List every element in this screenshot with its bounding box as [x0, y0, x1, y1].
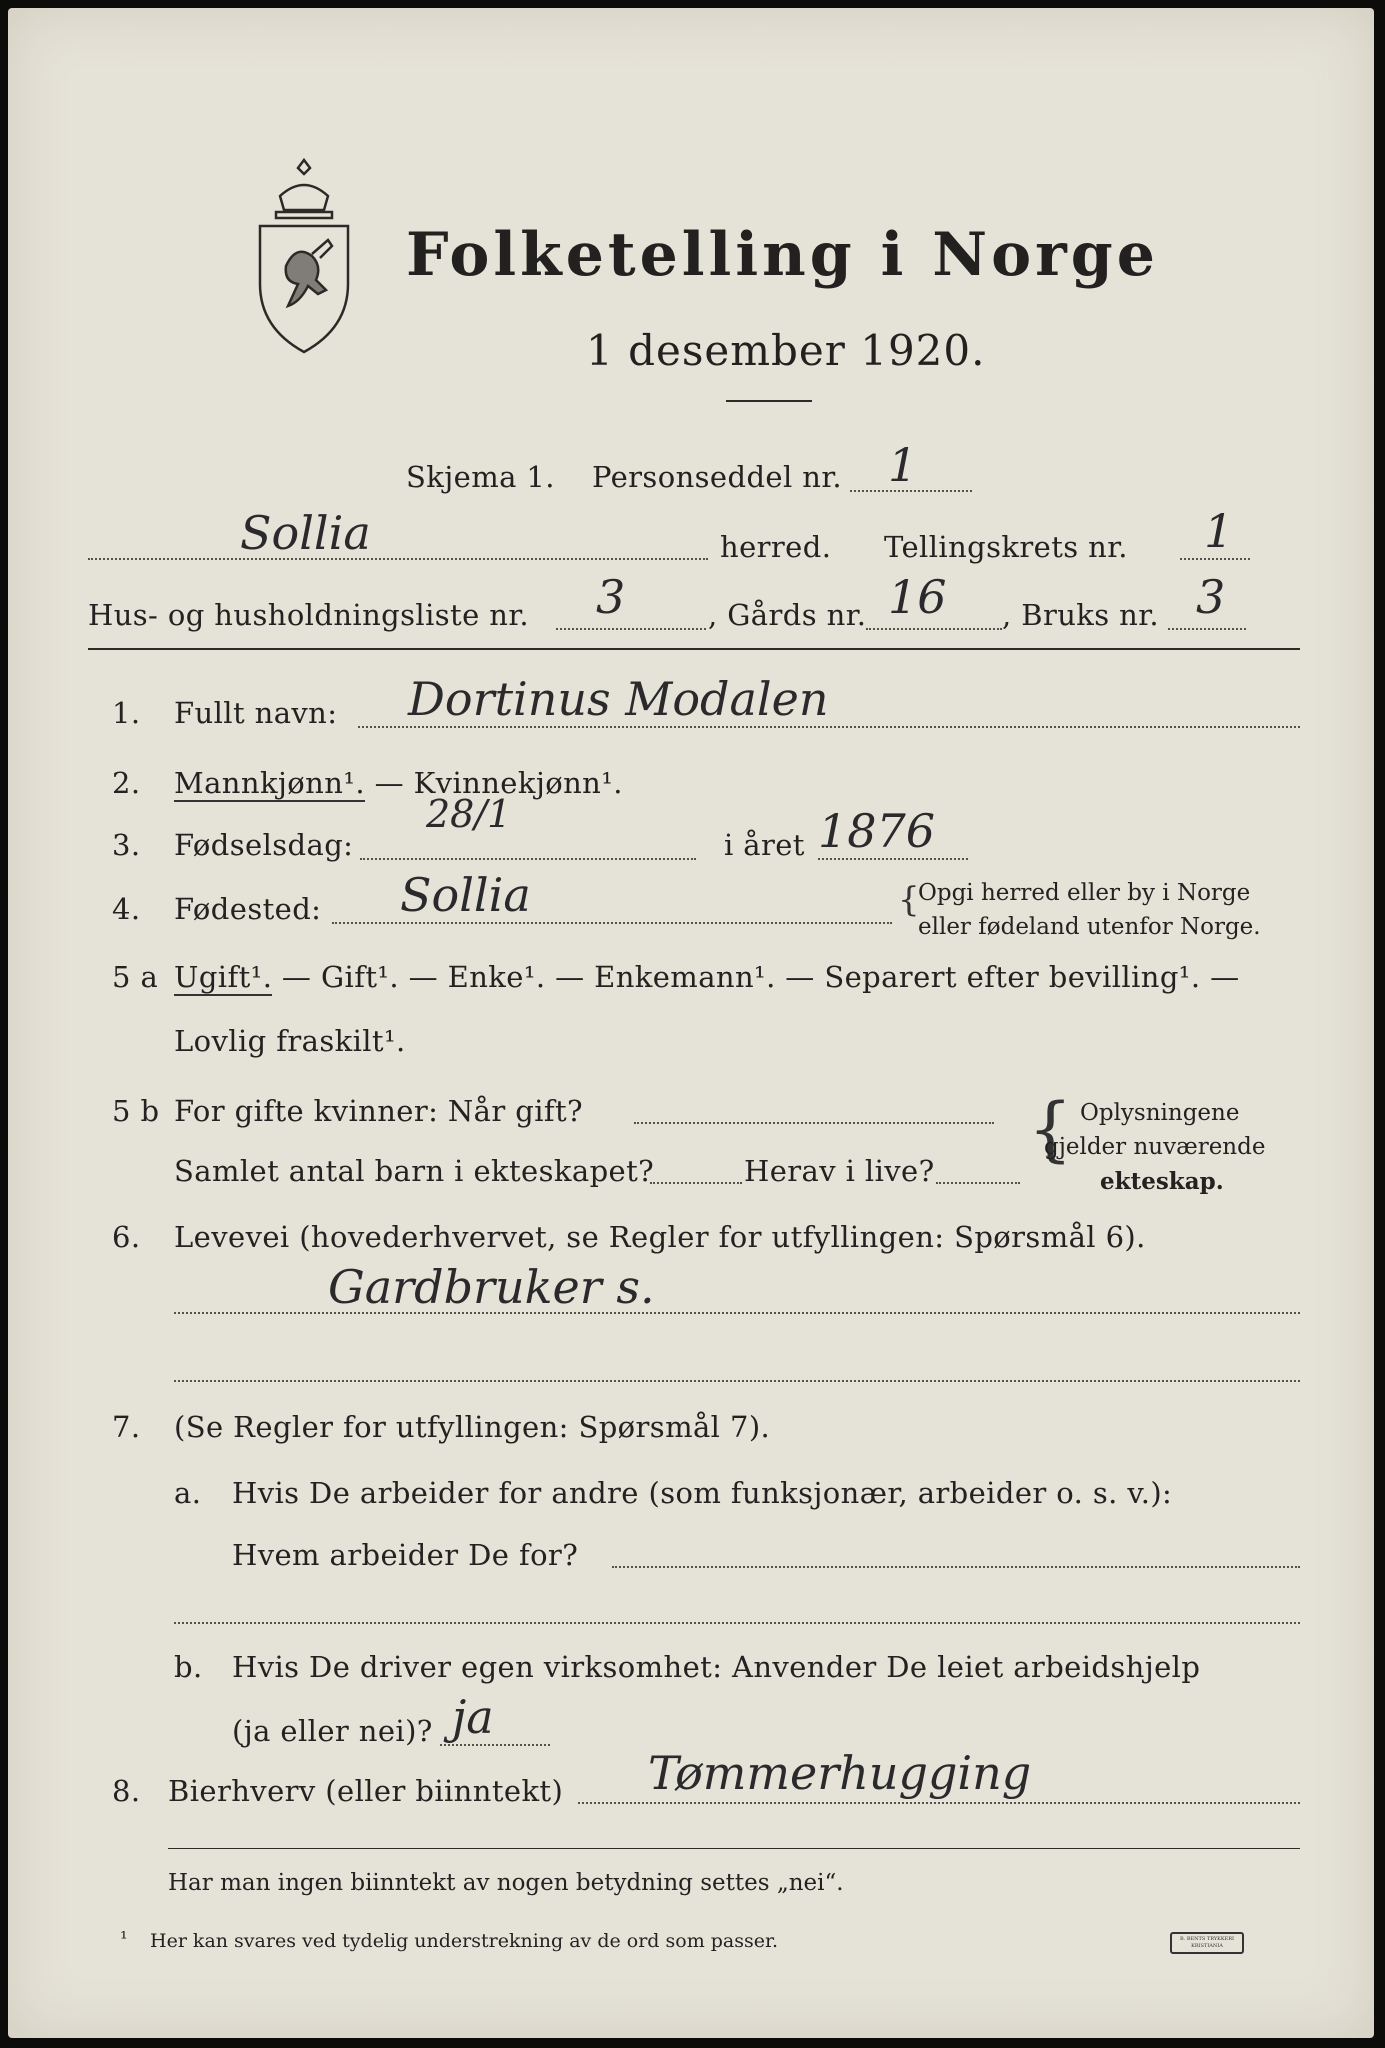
- q2-separator: —: [364, 766, 414, 800]
- form-title: Folketelling i Norge: [406, 220, 1159, 290]
- gards-label: , Gårds nr.: [708, 598, 867, 632]
- tellingskrets-value[interactable]: 1: [1204, 504, 1234, 558]
- q7-number: 7.: [112, 1410, 141, 1444]
- footer-rule: [168, 1848, 1300, 1849]
- tellingskrets-field-line: [1180, 558, 1250, 560]
- husholdningsliste-field-line: [556, 628, 706, 630]
- q5b-number: 5 b: [112, 1094, 160, 1128]
- q7a-field-line2: [174, 1622, 1300, 1624]
- arbeidshjelp-value[interactable]: ja: [452, 1690, 494, 1744]
- q5b-line1: For gifte kvinner: Når gift?: [174, 1094, 584, 1128]
- q5a-number: 5 a: [112, 960, 159, 994]
- q7a-field-line1: [612, 1566, 1300, 1568]
- fodselsaar-value[interactable]: 1876: [818, 804, 936, 858]
- q5b-brace: {: [1028, 1088, 1073, 1170]
- levevei-value[interactable]: Gardbruker s.: [328, 1260, 655, 1314]
- q1-field-line: [358, 726, 1300, 728]
- personseddel-label: Personseddel nr.: [592, 460, 843, 494]
- q3-year-label: i året: [724, 828, 805, 862]
- herav-i-live-field-line: [936, 1182, 1020, 1184]
- q7a-line2: Hvem arbeider De for?: [232, 1538, 579, 1572]
- q4-brace: {: [898, 880, 920, 920]
- q2-number: 2.: [112, 766, 141, 800]
- herred-field-line: [88, 558, 708, 560]
- form-subtitle: 1 desember 1920.: [586, 326, 986, 375]
- coat-of-arms-icon: [246, 156, 362, 356]
- fodested-value[interactable]: Sollia: [400, 868, 531, 922]
- gards-field-line: [866, 628, 1002, 630]
- q4-note-line2: eller fødeland utenfor Norge.: [918, 914, 1261, 940]
- q5a-other-options[interactable]: — Gift¹. — Enke¹. — Enkemann¹. — Separert efter bevilling¹. —: [272, 960, 1240, 994]
- q7b-line2: (ja eller nei)?: [232, 1714, 433, 1748]
- q1-label: Fullt navn:: [174, 696, 338, 730]
- footer-note: Har man ingen biinntekt av nogen betydning settes „nei“.: [168, 1870, 844, 1896]
- q4-note-line1: Opgi herred eller by i Norge: [918, 880, 1251, 906]
- ugift-option[interactable]: Ugift¹.: [174, 960, 273, 994]
- q6-field-line2: [174, 1380, 1300, 1382]
- q7a-line1: Hvis De arbeider for andre (som funksjonær, arbeider o. s. v.):: [232, 1476, 1173, 1510]
- q1-number: 1.: [112, 696, 141, 730]
- q6-field-line1: [174, 1312, 1300, 1314]
- q8-field-line: [578, 1802, 1300, 1804]
- bruks-field-line: [1168, 628, 1246, 630]
- q4-number: 4.: [112, 892, 141, 926]
- gards-value[interactable]: 16: [888, 570, 947, 624]
- bruks-label: , Bruks nr.: [1002, 598, 1159, 632]
- q7b-number: b.: [174, 1650, 203, 1684]
- title-divider: [726, 400, 812, 402]
- husholdningsliste-value[interactable]: 3: [596, 570, 626, 624]
- naar-gift-field-line: [634, 1122, 994, 1124]
- footnote-marker: ¹: [120, 1928, 128, 1950]
- personseddel-value[interactable]: 1: [888, 438, 918, 492]
- q5b-note1: Oplysningene: [1080, 1100, 1240, 1126]
- q5b-line2b: Herav i live?: [744, 1154, 935, 1188]
- q6-label: Levevei (hovederhvervet, se Regler for utfyllingen: Spørsmål 6).: [174, 1220, 1146, 1254]
- q5b-note2: gjelder nuværende: [1044, 1134, 1266, 1160]
- kvinnekjonn-option[interactable]: Kvinnekjønn¹.: [413, 766, 623, 800]
- q7b-line1: Hvis De driver egen virksomhet: Anvender De leiet arbeidshjelp: [232, 1650, 1201, 1684]
- q5a-options: [174, 960, 1239, 994]
- q4-label: Fødested:: [174, 892, 322, 926]
- printer-stamp-line1: B. BENTS TRYKKERI: [1179, 1936, 1234, 1942]
- q8-number: 8.: [112, 1774, 141, 1808]
- bierhverv-value[interactable]: Tømmerhugging: [648, 1746, 1032, 1800]
- bruks-value[interactable]: 3: [1196, 570, 1226, 624]
- fullt-navn-value[interactable]: Dortinus Modalen: [408, 672, 829, 726]
- tellingskrets-label: Tellingskrets nr.: [884, 530, 1128, 564]
- printer-stamp-line2: KRISTIANIA: [1191, 1943, 1223, 1949]
- fodselsdag-value[interactable]: 28/1: [426, 792, 512, 836]
- q3-label: Fødselsdag:: [174, 828, 354, 862]
- footnote-text: Her kan svares ved tydelig understrekning av de ord som passer.: [150, 1930, 779, 1952]
- q6-number: 6.: [112, 1220, 141, 1254]
- herred-value[interactable]: Sollia: [240, 506, 371, 560]
- q2-options: [174, 766, 623, 800]
- q7a-number: a.: [174, 1476, 202, 1510]
- skjema-label: Skjema 1.: [406, 460, 555, 494]
- q8-label: Bierhverv (eller biinntekt): [168, 1774, 564, 1808]
- header-rule: [88, 648, 1300, 650]
- q3-number: 3.: [112, 828, 141, 862]
- q3-year-field-line: [818, 858, 968, 860]
- q5b-note3: ekteskap.: [1100, 1168, 1224, 1195]
- q4-field-line: [332, 922, 892, 924]
- q7b-field-line: [440, 1744, 550, 1746]
- antal-barn-field-line: [650, 1182, 742, 1184]
- q5b-line2a: Samlet antal barn i ekteskapet?: [174, 1154, 655, 1188]
- printer-stamp: [1170, 1932, 1244, 1954]
- husholdningsliste-label: Hus- og husholdningsliste nr.: [88, 598, 530, 632]
- q7-label: (Se Regler for utfyllingen: Spørsmål 7).: [174, 1410, 771, 1444]
- q3-field-line: [360, 858, 696, 860]
- lovlig-fraskilt-option[interactable]: Lovlig fraskilt¹.: [174, 1024, 406, 1058]
- census-form: [8, 8, 1374, 2038]
- herred-label: herred.: [720, 530, 832, 564]
- mannkjonn-option[interactable]: Mannkjønn¹.: [174, 766, 365, 800]
